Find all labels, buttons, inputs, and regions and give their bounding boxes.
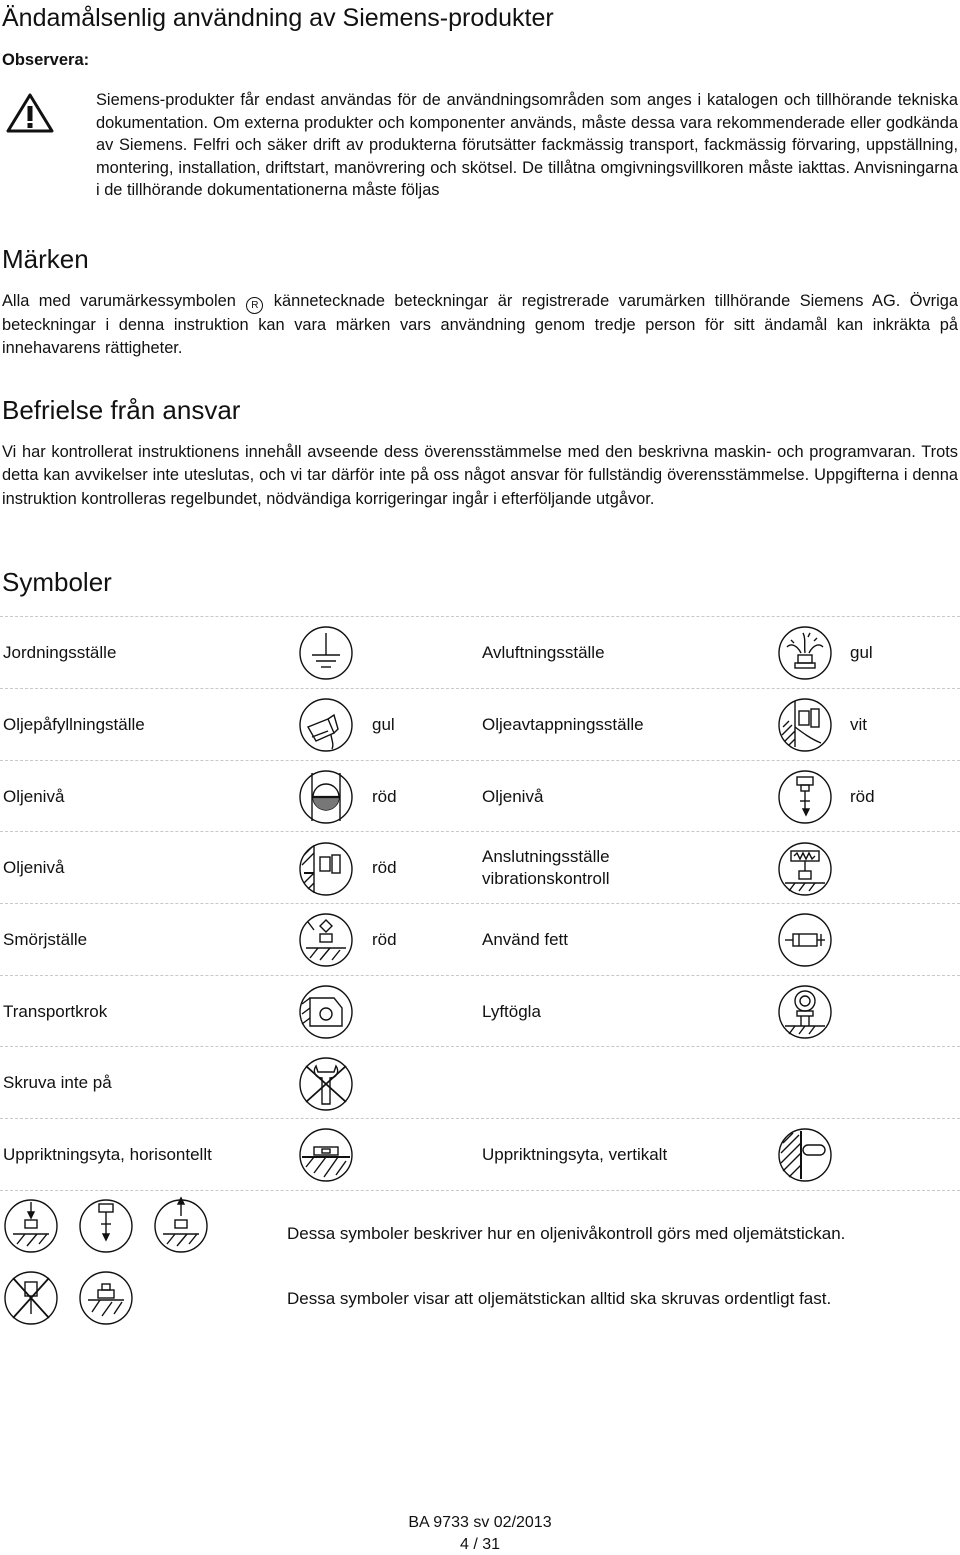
symbol-color: gul bbox=[372, 715, 395, 734]
warning-triangle-icon bbox=[6, 92, 54, 134]
symbol-label: Oljeavtappningsställe bbox=[482, 715, 644, 734]
symbol-label: Anslutningsställe vibrationskontroll bbox=[482, 847, 610, 888]
oil-level-sight-glass-icon bbox=[298, 769, 354, 825]
vibration-monitoring-icon bbox=[777, 841, 833, 897]
trademarks-text bbox=[2, 290, 958, 360]
disclaimer-text: Vi har kontrollerat instruktionens innehåll avseende dess överensstämmelse med den beskrivna maskin- och programvaran. Trots detta kan avvikelser inte uteslutas, och vi tar därför inte på oss något ansvar för fullständig överensstämmelse. Uppgifterna i denna instruktion kontrolleras regelbundet, nödvändiga korrigeringar ingår i efterföljande utgåvor. bbox=[2, 443, 958, 508]
symbol-label: Oljenivå bbox=[482, 787, 544, 806]
symbols-heading: Symboler bbox=[2, 567, 112, 597]
dipstick-fastened-icon bbox=[78, 1270, 134, 1326]
do-not-unscrew-icon bbox=[298, 1056, 354, 1112]
page-title: Ändamålsenlig användning av Siemens-produkter bbox=[2, 4, 554, 32]
symbol-color: gul bbox=[850, 643, 873, 662]
oil-level-dipstick-icon bbox=[777, 769, 833, 825]
symbol-color: vit bbox=[850, 715, 867, 734]
divider bbox=[0, 1118, 960, 1119]
divider bbox=[0, 1190, 960, 1191]
symbol-label: Smörjställe bbox=[3, 930, 88, 949]
alignment-horizontal-icon bbox=[298, 1127, 354, 1183]
symbol-label: Jordningsställe bbox=[3, 643, 117, 662]
symbol-label: Uppriktningsyta, horisontellt bbox=[3, 1145, 212, 1164]
venting-point-icon bbox=[777, 625, 833, 681]
divider bbox=[0, 975, 960, 976]
symbol-label: Oljenivå bbox=[3, 787, 65, 806]
symbol-label: Använd fett bbox=[482, 930, 569, 949]
symbol-label: Lyftögla bbox=[482, 1002, 541, 1021]
registered-trademark-symbol: R bbox=[246, 297, 263, 314]
oil-drain-icon bbox=[777, 697, 833, 753]
symbol-label: Avluftningsställe bbox=[482, 643, 605, 662]
divider bbox=[0, 760, 960, 761]
grease-icon bbox=[777, 912, 833, 968]
symbol-color: röd bbox=[372, 787, 397, 806]
dipstick-check-icon bbox=[3, 1198, 59, 1254]
ground-icon bbox=[298, 625, 354, 681]
dipstick-fasten-text: Dessa symboler visar att oljemätstickan alltid ska skruvas ordentligt fast. bbox=[287, 1289, 832, 1308]
dipstick-check-icon bbox=[78, 1198, 134, 1254]
symbol-label: Uppriktningsyta, vertikalt bbox=[482, 1145, 668, 1164]
symbol-label: Oljenivå bbox=[3, 858, 65, 877]
trademarks-heading: Märken bbox=[2, 244, 89, 274]
disclaimer-heading: Befrielse från ansvar bbox=[2, 395, 241, 425]
trademarks-text-before: Alla med varumärkessymbolen bbox=[2, 292, 236, 310]
divider bbox=[0, 616, 960, 617]
oil-fill-icon bbox=[298, 697, 354, 753]
lifting-eye-icon bbox=[777, 984, 833, 1040]
lubrication-point-icon bbox=[298, 912, 354, 968]
symbol-label: Oljepåfyllningställe bbox=[3, 715, 145, 734]
divider bbox=[0, 1046, 960, 1047]
notice-heading: Observera: bbox=[2, 51, 90, 69]
footer-page-number: 4 / 31 bbox=[459, 1536, 501, 1553]
symbol-label: Transportkrok bbox=[3, 1002, 108, 1021]
oil-level-plug-icon bbox=[298, 841, 354, 897]
dipstick-check-text: Dessa symboler beskriver hur en oljenivåkontroll görs med oljemätstickan. bbox=[287, 1224, 846, 1243]
dipstick-not-loose-icon bbox=[3, 1270, 59, 1326]
trademarks-text-after: kännetecknade beteckningar är registrerade varumärken tillhörande Siemens AG. Övriga beteckningar i denna instruktion kan vara märken vars användning genom tredje person för sitt ändamål kan inkräkta på innehavarens rättigheter. bbox=[2, 292, 958, 357]
divider bbox=[0, 831, 960, 832]
transport-hook-icon bbox=[298, 984, 354, 1040]
symbol-label: Skruva inte på bbox=[3, 1073, 112, 1092]
notice-text: Siemens-produkter får endast användas för de användningsområden som anges i katalogen och tillhörande tekniska dokumentation. Om externa produkter och komponenter används, måste dessa vara rekommenderade eller godkända av Siemens. Felfri och säker drift av produkterna förutsätter fackmässig transport, fackmässig förvaring, uppställning, montering, installation, driftstart, manövrering och skötsel. De tillåtna omgivningsvillkoren måste iakttas. Anvisningarna i de tillhörande dokumentationerna måste följas bbox=[96, 91, 958, 200]
footer-doc-id: BA 9733 sv 02/2013 bbox=[408, 1514, 552, 1531]
alignment-vertical-icon bbox=[777, 1127, 833, 1183]
dipstick-check-icon bbox=[153, 1198, 209, 1254]
divider bbox=[0, 903, 960, 904]
symbol-color: röd bbox=[372, 858, 397, 877]
symbol-color: röd bbox=[372, 930, 397, 949]
symbol-color: röd bbox=[850, 787, 875, 806]
divider bbox=[0, 688, 960, 689]
